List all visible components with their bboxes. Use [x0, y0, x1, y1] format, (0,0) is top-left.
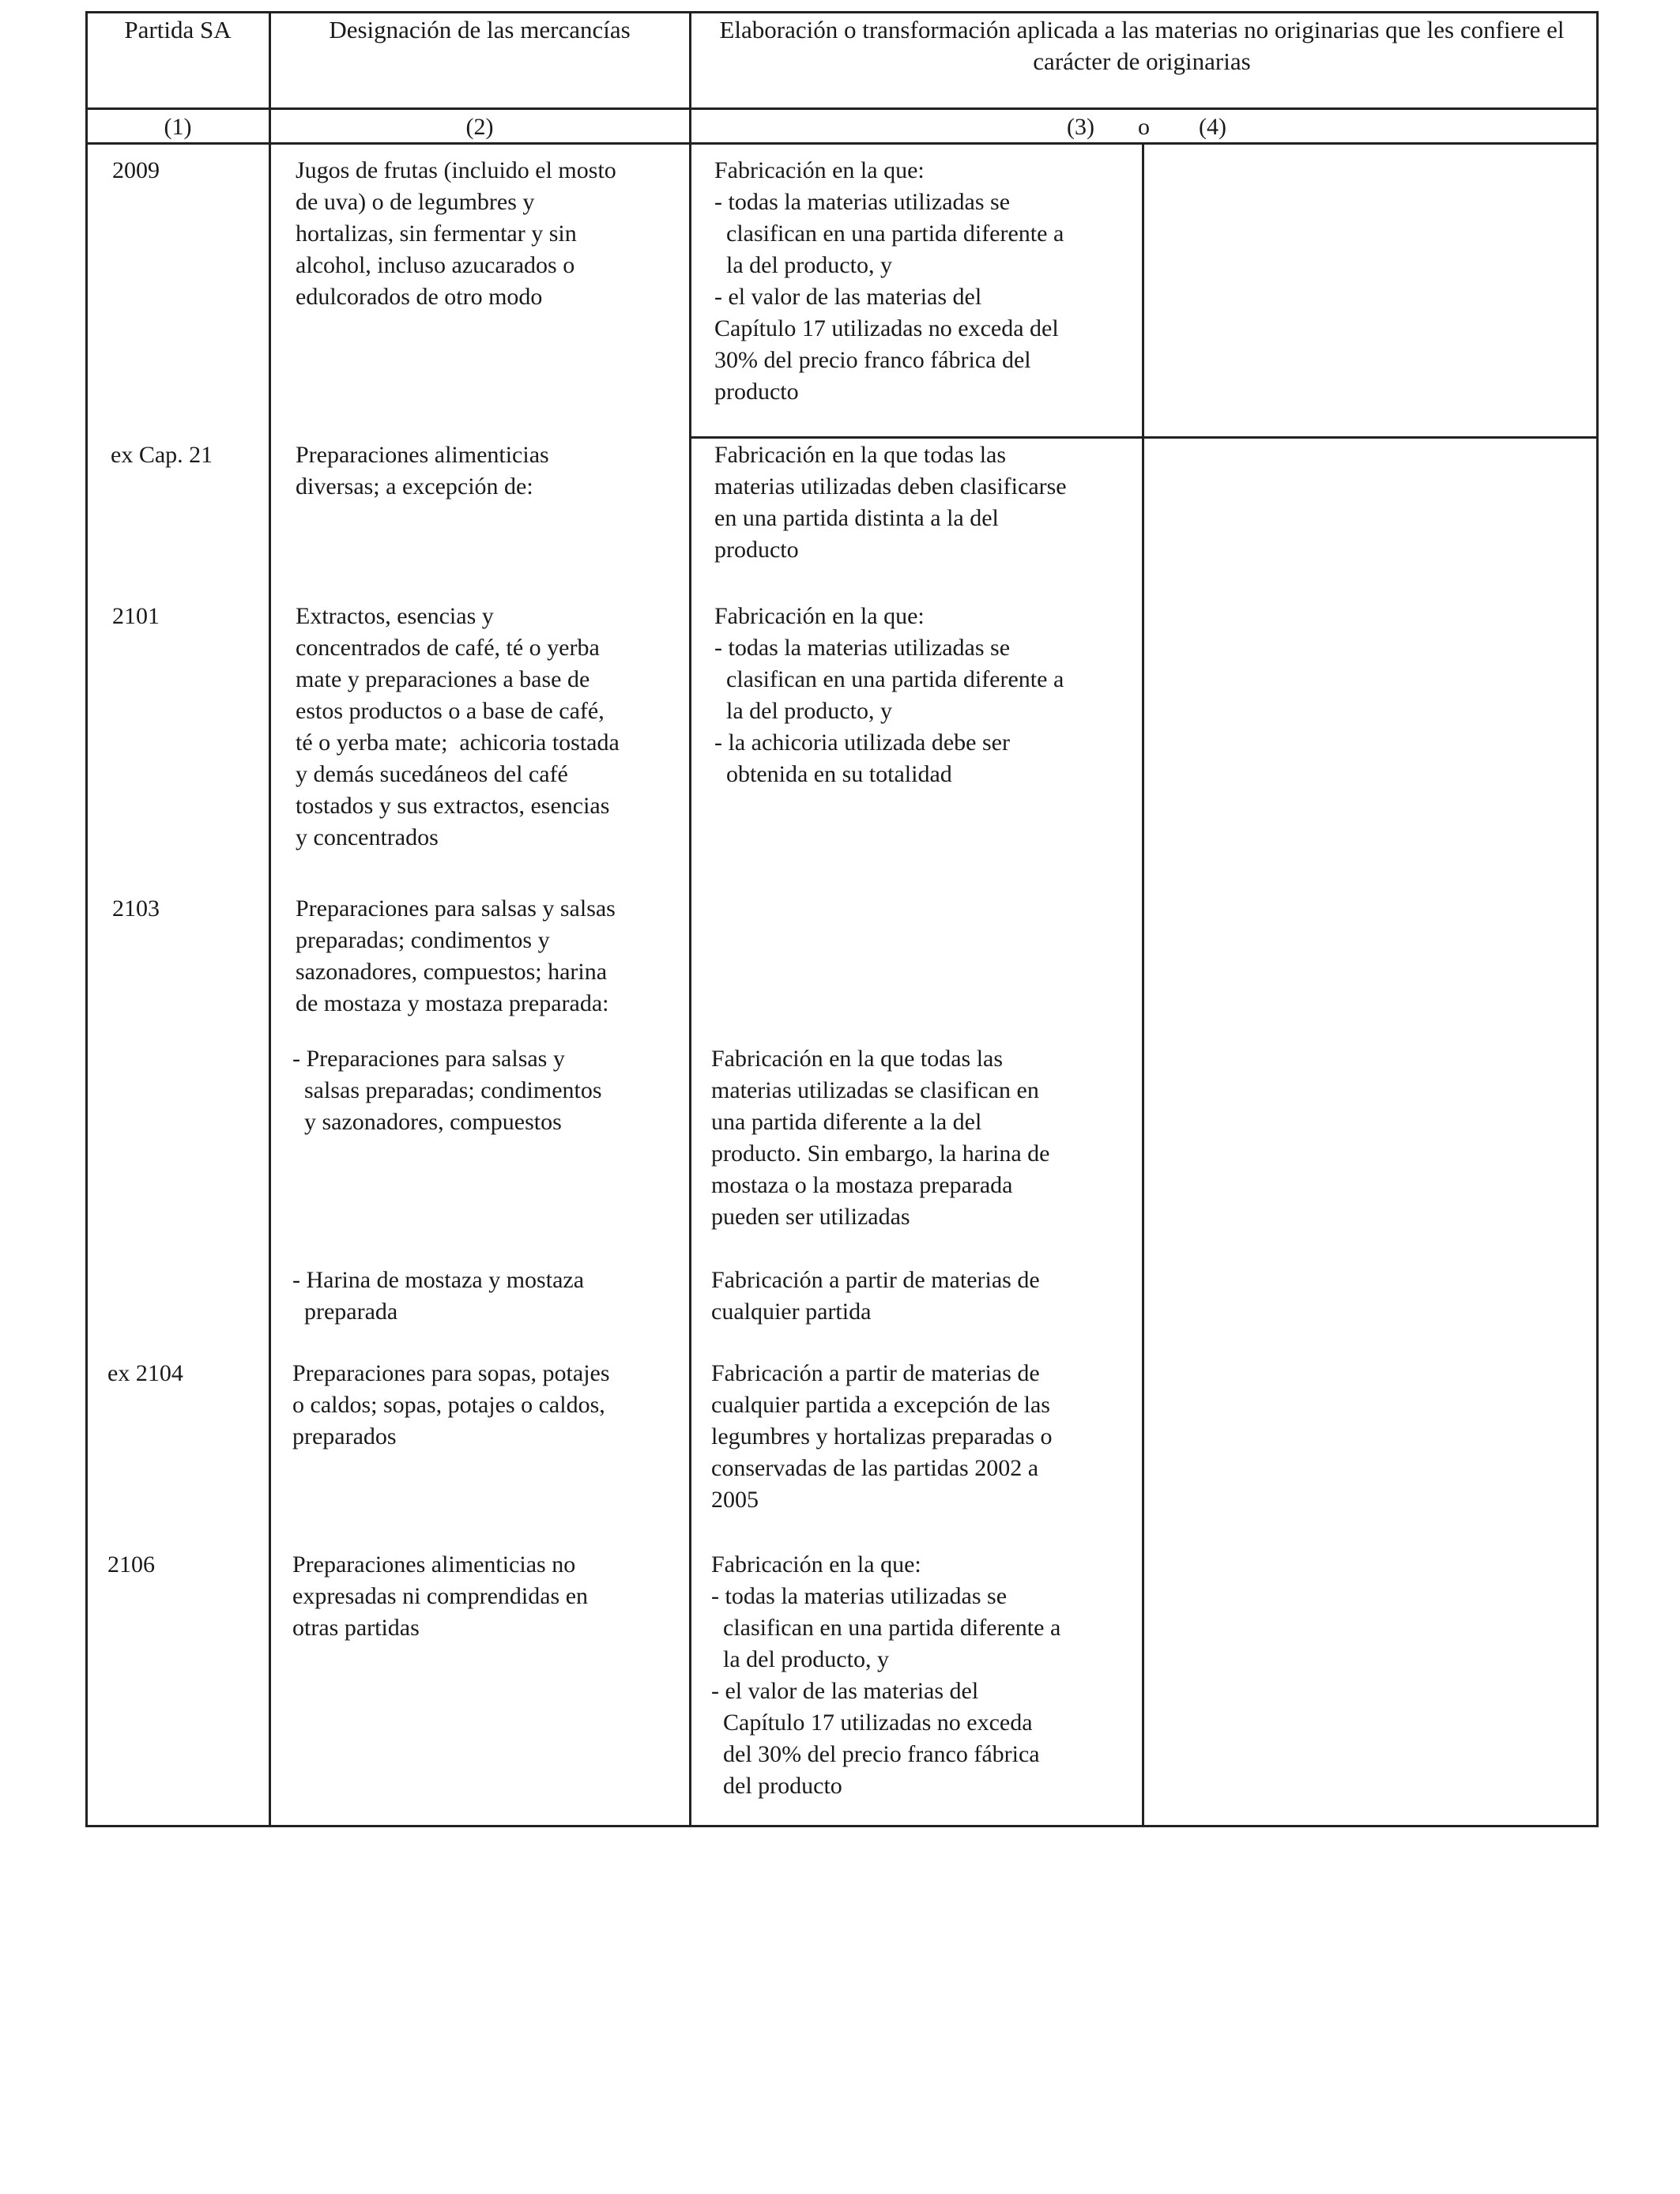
header-partida-sa: Partida SA — [124, 16, 232, 43]
row-rule-line: 30% del precio franco fábrica del — [714, 347, 1031, 373]
row-description-line: mate y preparaciones a base de — [296, 666, 590, 692]
header-designacion: Designación de las mercancías — [329, 16, 631, 43]
row-rule-line: clasifican en una partida diferente a — [714, 221, 1064, 247]
row-description-line: Preparaciones para sopas, potajes — [292, 1360, 610, 1386]
row-rule-line: Fabricación en la que: — [714, 157, 925, 183]
row-description-line: Extractos, esencias y — [296, 603, 494, 629]
row-description-line: preparada — [292, 1299, 398, 1325]
row-description-line: Preparaciones para salsas y salsas — [296, 895, 616, 922]
header-num-4: (4) — [1199, 114, 1226, 140]
header-elaboracion: Elaboración o transformación aplicada a las materias no originarias que les confiere el carácter de originarias — [719, 16, 1565, 75]
header-num-2: (2) — [465, 114, 494, 140]
row-rule-line: cualquier partida a excepción de las — [711, 1392, 1050, 1418]
row-description-line: preparadas; condimentos y — [296, 927, 550, 953]
row-rule-line: legumbres y hortalizas preparadas o — [711, 1423, 1053, 1449]
row-rule-line: del 30% del precio franco fábrica — [711, 1741, 1040, 1767]
row-rule-line: - la achicoria utilizada debe ser — [714, 729, 1010, 756]
row-rule-line: materias utilizadas deben clasificarse — [714, 473, 1067, 499]
col-separator-2 — [689, 11, 691, 1827]
row-rule-line: Fabricación en la que todas las — [711, 1046, 1004, 1072]
row-code: ex 2104 — [107, 1360, 183, 1386]
row-description-line: alcohol, incluso azucarados o — [296, 252, 575, 278]
row-rule-line: mostaza o la mostaza preparada — [711, 1172, 1013, 1198]
row-rule-line: obtenida en su totalidad — [714, 761, 952, 787]
row-rule-line: materias utilizadas se clasifican en — [711, 1077, 1039, 1103]
row-rule-line: Fabricación a partir de materias de — [711, 1267, 1040, 1293]
row-rule-line: producto — [714, 379, 799, 405]
row-description-line: hortalizas, sin fermentar y sin — [296, 221, 577, 247]
row-rule-line: la del producto, y — [714, 698, 892, 724]
row-description-line: Preparaciones alimenticias no — [292, 1551, 576, 1578]
header-num-o: o — [1138, 114, 1150, 140]
row-code: 2106 — [107, 1551, 155, 1578]
row-description-line: edulcorados de otro modo — [296, 284, 543, 310]
row-code: ex Cap. 21 — [111, 442, 213, 468]
row-description-line: concentrados de café, té o yerba — [296, 635, 600, 661]
row-description-line: de uva) o de legumbres y — [296, 189, 535, 215]
row-rule-line: una partida diferente a la del — [711, 1109, 982, 1135]
row-rule-line: del producto — [711, 1773, 842, 1799]
row-2009-bottom-rule — [689, 436, 1599, 439]
row-rule-line: conservadas de las partidas 2002 a — [711, 1455, 1039, 1481]
row-description-line: diversas; a excepción de: — [296, 473, 533, 499]
row-rule-line: - todas la materias utilizadas se — [714, 189, 1011, 215]
row-description-line: té o yerba mate; achicoria tostada — [296, 729, 620, 756]
row-code: 2101 — [112, 603, 160, 629]
row-rule-line: clasifican en una partida diferente a — [714, 666, 1064, 692]
row-rule-line: producto — [714, 537, 799, 563]
row-rule-line: en una partida distinta a la del — [714, 505, 999, 531]
row-description-line: tostados y sus extractos, esencias — [296, 793, 610, 819]
header-num-1: (1) — [164, 114, 192, 140]
col-separator-3 — [1142, 142, 1144, 1827]
row-description-line: estos productos o a base de café, — [296, 698, 605, 724]
row-description-line: de mostaza y mostaza preparada: — [296, 990, 609, 1016]
row-rule-line: la del producto, y — [714, 252, 892, 278]
row-description-line: o caldos; sopas, potajes o caldos, — [292, 1392, 605, 1418]
header-bottom-rule — [85, 107, 1599, 110]
row-description-line: - Preparaciones para salsas y — [292, 1046, 565, 1072]
row-description-line: - Harina de mostaza y mostaza — [292, 1267, 585, 1293]
row-rule-line: - el valor de las materias del — [711, 1678, 979, 1704]
row-description-line: otras partidas — [292, 1615, 420, 1641]
col-separator-1 — [269, 11, 271, 1827]
row-rule-line: - todas la materias utilizadas se — [711, 1583, 1008, 1609]
row-rule-line: la del producto, y — [711, 1646, 889, 1672]
row-rule-line: pueden ser utilizadas — [711, 1204, 910, 1230]
row-description-line: salsas preparadas; condimentos — [292, 1077, 602, 1103]
row-description-line: Preparaciones alimenticias — [296, 442, 549, 468]
row-description-line: sazonadores, compuestos; harina — [296, 959, 608, 985]
row-rule-line: Capítulo 17 utilizadas no exceda — [711, 1710, 1033, 1736]
row-description-line: Jugos de frutas (incluido el mosto — [296, 157, 616, 183]
row-rule-line: Fabricación en la que todas las — [714, 442, 1007, 468]
row-rule-line: Fabricación en la que: — [711, 1551, 921, 1578]
row-rule-line: Fabricación a partir de materias de — [711, 1360, 1040, 1386]
header-num-3: (3) — [1067, 114, 1094, 140]
row-code: 2103 — [112, 895, 160, 922]
row-description-line: y sazonadores, compuestos — [292, 1109, 562, 1135]
row-rule-line: Capítulo 17 utilizadas no exceda del — [714, 315, 1059, 341]
row-description-line: preparados — [292, 1423, 397, 1449]
row-description-line: y concentrados — [296, 824, 439, 850]
row-rule-line: - todas la materias utilizadas se — [714, 635, 1011, 661]
row-rule-line: - el valor de las materias del — [714, 284, 982, 310]
row-rule-line: cualquier partida — [711, 1299, 872, 1325]
row-description-line: y demás sucedáneos del café — [296, 761, 568, 787]
row-description-line: expresadas ni comprendidas en — [292, 1583, 589, 1609]
row-rule-line: clasifican en una partida diferente a — [711, 1615, 1061, 1641]
row-rule-line: producto. Sin embargo, la harina de — [711, 1140, 1050, 1167]
row-rule-line: Fabricación en la que: — [714, 603, 925, 629]
row-code: 2009 — [112, 157, 160, 183]
row-rule-line: 2005 — [711, 1487, 759, 1513]
